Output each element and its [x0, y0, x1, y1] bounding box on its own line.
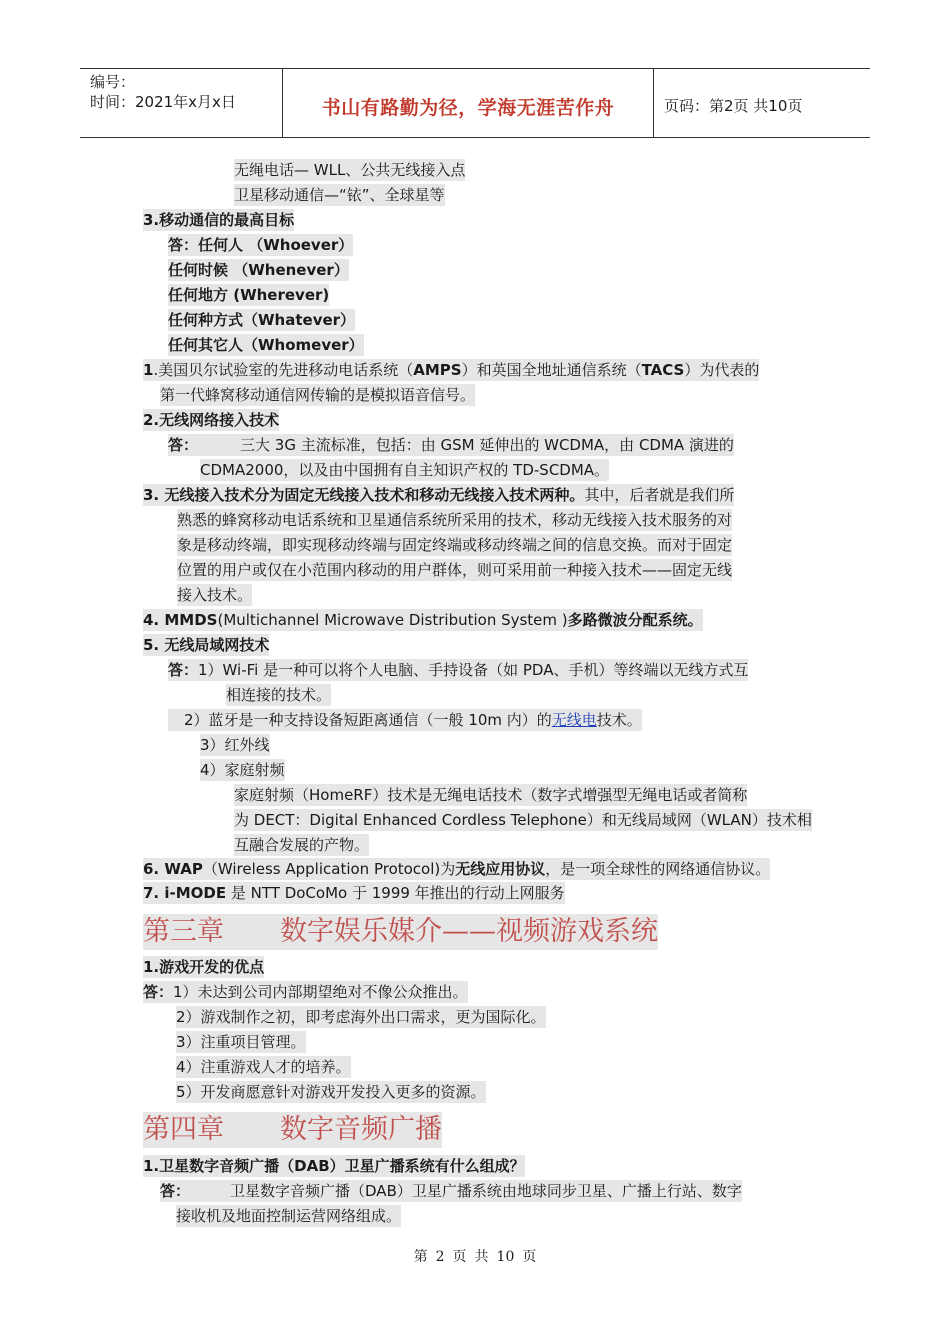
text-span: 1）未达到公司内部期望绝对不像公众推出。: [173, 983, 468, 1001]
paragraph-line: 第一代蜂窝移动通信网传输的是模拟语音信号。: [160, 386, 476, 404]
term-amps: AMPS: [413, 361, 462, 379]
text-span: ）为代表的: [684, 361, 760, 379]
radio-link[interactable]: 无线电: [551, 711, 597, 729]
chapter-title: 数字音频广播: [280, 1114, 442, 1145]
text-span: (Multichannel Microwave Distribution System ): [217, 611, 568, 629]
answer-line: 任何种方式（Whatever）: [168, 311, 356, 329]
answer-line: 任何地方 (Wherever): [168, 286, 330, 304]
text-span: 技术。: [596, 711, 642, 729]
section-heading: 1.游戏开发的优点: [143, 958, 265, 976]
answer-label: 答：: [168, 436, 199, 454]
chapter-title: 数字娱乐媒介——视频游戏系统: [280, 916, 658, 947]
paragraph-line: 为 DECT：Digital Enhanced Cordless Telephone）和无线局域网（WLAN）技术相: [234, 811, 812, 829]
text-span: 1）Wi-Fi 是一种可以将个人电脑、手持设备（如 PDA、手机）等终端以无线方式互: [198, 661, 749, 679]
text-span: ，是一项全球性的网络通信协议。: [545, 860, 771, 878]
text-span: 卫星数字音频广播（DAB）卫星广播系统由地球同步卫星、广播上行站、数字: [230, 1182, 742, 1200]
footer-page-number: 2: [435, 1249, 445, 1265]
chapter-heading: [143, 1112, 442, 1148]
paragraph-line: [168, 709, 642, 731]
header-page-label: 页码：第2页 共10页: [664, 97, 803, 115]
section-heading: 2.无线网络接入技术: [143, 411, 280, 429]
page-header: [80, 68, 870, 138]
paragraph-line: 位置的用户或仅在小范围内移动的用户群体，则可采用前一种接入技术——固定无线: [177, 561, 733, 579]
paragraph-line: 互融合发展的产物。: [234, 836, 370, 854]
answer-line: 答：任何人 （Whoever）: [168, 236, 354, 254]
footer-word: 页: [452, 1249, 467, 1265]
answer-label: 答：: [160, 1182, 191, 1200]
section-heading: 1.卫星数字音频广播（DAB）卫星广播系统有什么组成？: [143, 1157, 525, 1175]
paragraph-line: 家庭射频（HomeRF）技术是无绳电话技术（数字式增强型无绳电话或者简称: [234, 786, 748, 804]
chapter-heading: [143, 914, 658, 950]
text-span: .美国贝尔试验室的先进移动电话系统（: [153, 361, 414, 379]
doc-number-label: 编号：: [90, 73, 136, 91]
term-imode: 7. i-MODE: [143, 884, 227, 902]
footer-word: 页: [522, 1249, 537, 1265]
paragraph-line: 熟悉的蜂窝移动电话系统和卫星通信系统所采用的技术，移动无线接入技术服务的对: [177, 511, 733, 529]
text-span: 2）蓝牙是一种支持设备短距离通信（一般 10m 内）的: [184, 711, 552, 729]
term-mmds: 4. MMDS: [143, 611, 218, 629]
header-motto: 书山有路勤为径，学海无涯苦作舟: [321, 97, 615, 119]
header-right-cell: [654, 69, 870, 137]
footer-total-pages: 10: [496, 1249, 515, 1265]
paragraph-line: [168, 434, 734, 456]
answer-line: [143, 981, 468, 1003]
doc-time-label: 时间：2021年x月x日: [90, 93, 236, 111]
header-center-cell: [283, 69, 654, 137]
paragraph-line: [143, 484, 734, 506]
section-heading: 5. 无线局域网技术: [143, 636, 270, 654]
text-span: 三大 3G 主流标准，包括：由 GSM 延伸出的 WCDMA，由 CDMA 演进的: [240, 436, 734, 454]
text-span: 其中，后者就是我们所: [584, 486, 735, 504]
header-left-cell: [80, 69, 283, 137]
term-definition: 无线应用协议: [455, 860, 546, 878]
answer-label: 答：: [168, 661, 199, 679]
list-item: 4）注重游戏人才的培养。: [176, 1058, 351, 1076]
paragraph-line: CDMA2000，以及由中国拥有自主知识产权的 TD-SCDMA。: [200, 461, 610, 479]
text-line: 卫星移动通信—“铱”、全球星等: [234, 186, 445, 204]
text-span: 是 NTT DoCoMo 于 1999 年推出的行动上网服务: [226, 884, 565, 902]
paragraph-line: 相连接的技术。: [226, 686, 332, 704]
text-span: （Wireless Application Protocol)为: [202, 860, 456, 878]
item-heading: 3. 无线接入技术分为固定无线接入技术和移动无线接入技术两种。: [143, 486, 585, 504]
term-definition: 多路微波分配系统。: [567, 611, 703, 629]
answer-label: 答：: [143, 983, 174, 1001]
paragraph-line: 象是移动终端，即实现移动终端与固定终端或移动终端之间的信息交换。而对于固定: [177, 536, 733, 554]
page-footer: [0, 1246, 950, 1266]
paragraph-line: 接入技术。: [177, 586, 253, 604]
footer-word: 第: [413, 1249, 428, 1265]
answer-line: 任何时候 （Whenever）: [168, 261, 349, 279]
chapter-number: 第三章: [143, 916, 224, 947]
footer-word: 共: [474, 1249, 489, 1265]
section-heading: 3.移动通信的最高目标: [143, 211, 295, 229]
paragraph-line: [143, 359, 759, 381]
list-item: 2）游戏制作之初，即考虑海外出口需求，更为国际化。: [176, 1008, 546, 1026]
paragraph-line: [143, 858, 770, 880]
answer-line: 接收机及地面控制运营网络组成。: [176, 1207, 402, 1225]
text-span: ）和英国全地址通信系统（: [461, 361, 642, 379]
term-wap: 6. WAP: [143, 860, 203, 878]
chapter-number: 第四章: [143, 1114, 224, 1145]
list-item: 4）家庭射频: [200, 761, 285, 779]
text-line: 无绳电话— WLL、公共无线接入点: [234, 161, 466, 179]
paragraph-line: [168, 659, 748, 681]
answer-line: [160, 1180, 742, 1202]
answer-line: 任何其它人（Whomever）: [168, 336, 364, 354]
list-item: 3）注重项目管理。: [176, 1033, 306, 1051]
paragraph-line: [143, 609, 703, 631]
term-tacs: TACS: [641, 361, 685, 379]
item-number: 1: [143, 361, 154, 379]
list-item: 5）开发商愿意针对游戏开发投入更多的资源。: [176, 1083, 486, 1101]
list-item: 3）红外线: [200, 736, 270, 754]
paragraph-line: [143, 882, 565, 904]
